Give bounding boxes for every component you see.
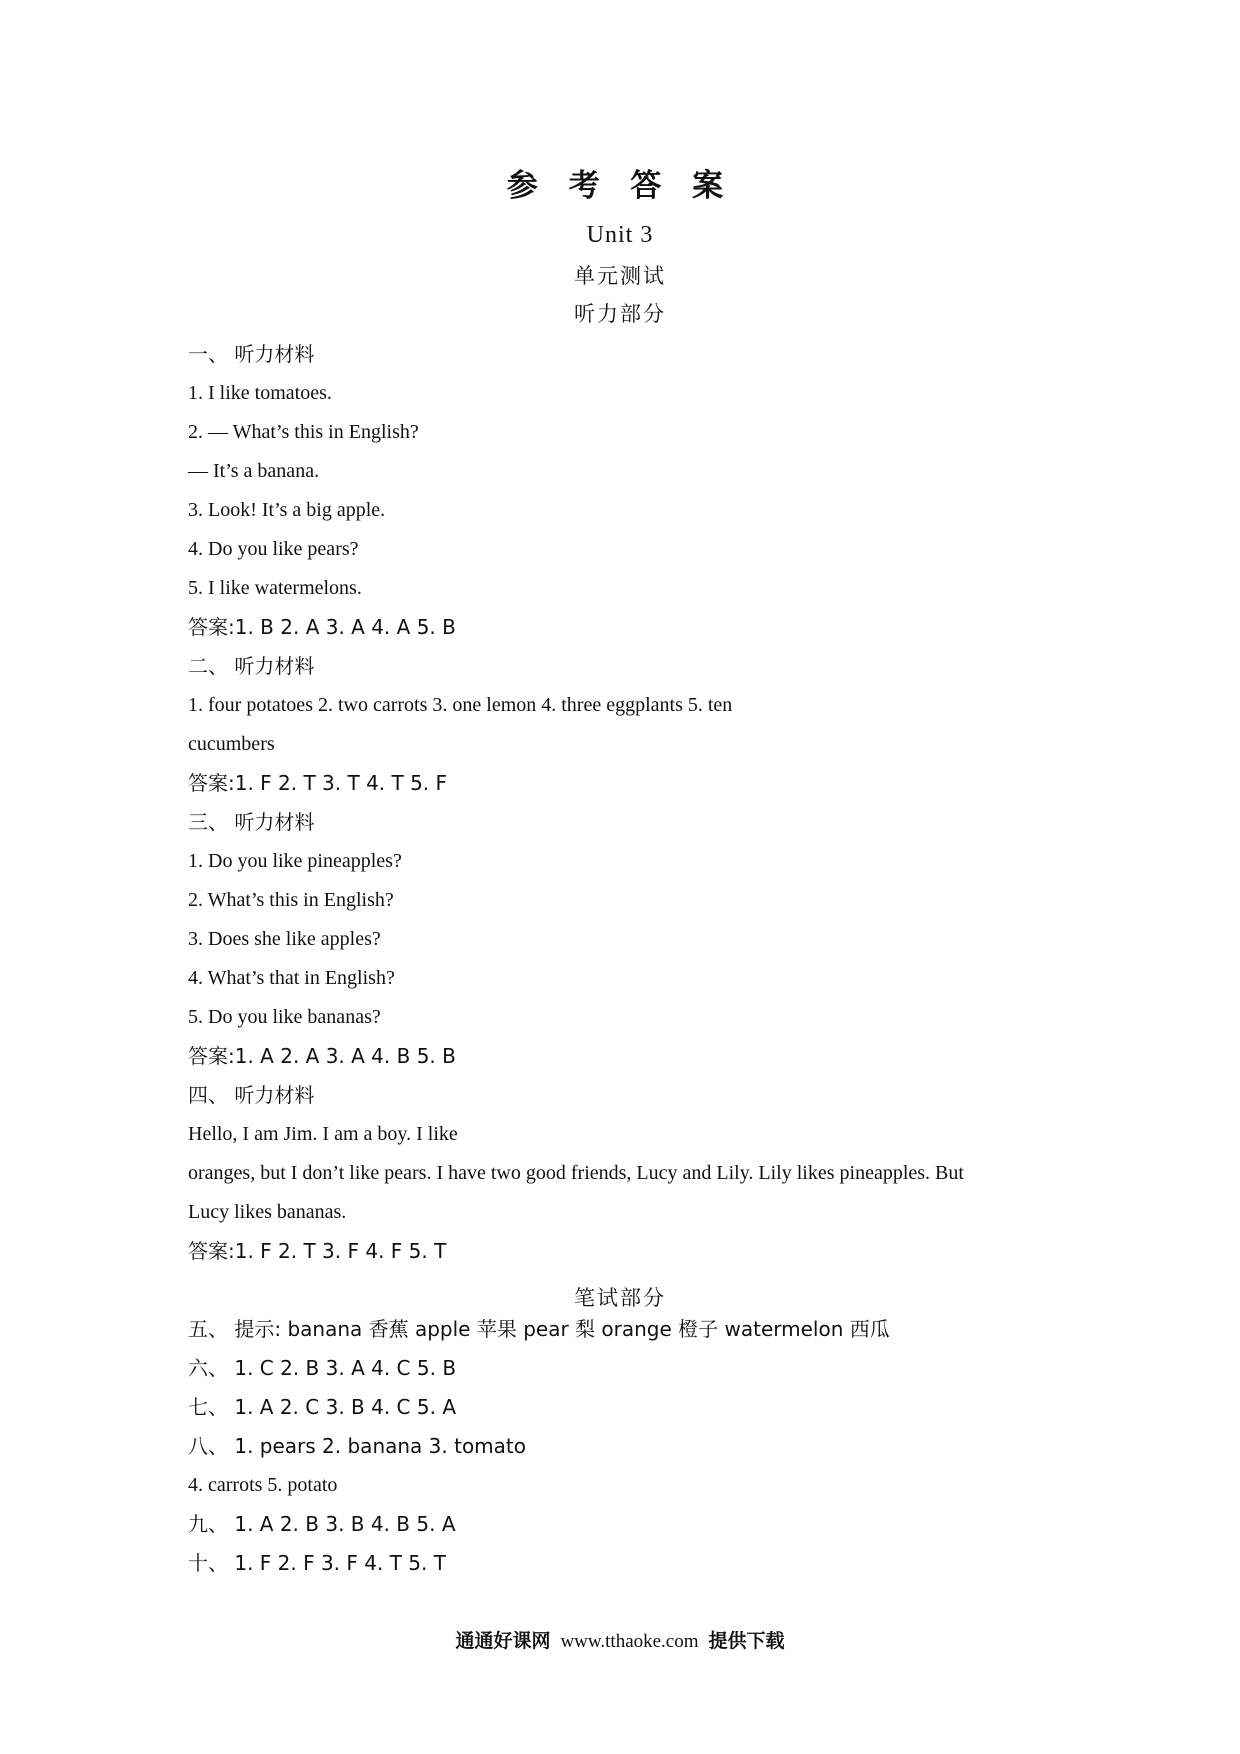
unit-heading: Unit 3 — [586, 222, 654, 248]
answer-line: 答案:1. A 2. A 3. A 4. B 5. B — [188, 1044, 456, 1068]
answer-line: 十、 1. F 2. F 3. F 4. T 5. T — [188, 1551, 446, 1575]
footer-site-name: 通通好课网 — [455, 1630, 551, 1652]
answer-line: — It’s a banana. — [188, 460, 320, 482]
footer-download-text: 提供下载 — [708, 1630, 785, 1652]
answer-line: 2. What’s this in English? — [188, 889, 394, 911]
answer-line: 4. Do you like pears? — [188, 538, 359, 560]
answer-line: 4. What’s that in English? — [188, 967, 395, 989]
answer-line: 八、 1. pears 2. banana 3. tomato — [188, 1434, 526, 1458]
answer-line: 答案:1. B 2. A 3. A 4. A 5. B — [188, 615, 456, 639]
answer-line: 5. Do you like bananas? — [188, 1006, 381, 1028]
answer-line: 九、 1. A 2. B 3. B 4. B 5. A — [188, 1512, 456, 1536]
answer-line: 4. carrots 5. potato — [188, 1474, 338, 1496]
answer-line: 答案:1. F 2. T 3. T 4. T 5. F — [188, 771, 448, 795]
answer-line: 三、 听力材料 — [188, 810, 315, 834]
answer-line: 1. Do you like pineapples? — [188, 850, 402, 872]
answer-line: 2. — What’s this in English? — [188, 421, 419, 443]
answer-line: 3. Does she like apples? — [188, 928, 381, 950]
answer-line: 一、 听力材料 — [188, 342, 315, 366]
answer-line: 1. I like tomatoes. — [188, 382, 332, 404]
answer-line: Lucy likes bananas. — [188, 1201, 347, 1223]
answer-line: 答案:1. F 2. T 3. F 4. F 5. T — [188, 1239, 447, 1263]
section-subtitle-test: 单元测试 — [574, 264, 666, 288]
answer-line: 五、 提示: banana 香蕉 apple 苹果 pear 梨 orange 橙子 watermelon 西瓜 — [188, 1317, 890, 1341]
section-subtitle-listening: 听力部分 — [574, 302, 666, 326]
answer-line: 四、 听力材料 — [188, 1083, 315, 1107]
footer-credit — [0, 1626, 1240, 1653]
answer-line: 1. four potatoes 2. two carrots 3. one lemon 4. three eggplants 5. ten — [188, 694, 733, 716]
section-subtitle-writing: 笔试部分 — [574, 1286, 666, 1310]
page-title: 参 考 答 案 — [506, 168, 734, 204]
answer-line: 3. Look! It’s a big apple. — [188, 499, 386, 521]
answer-line: oranges, but I don’t like pears. I have two good friends, Lucy and Lily. Lily likes pineapples. But — [188, 1162, 964, 1184]
answer-line: cucumbers — [188, 733, 275, 755]
answer-line: 六、 1. C 2. B 3. A 4. C 5. B — [188, 1356, 457, 1380]
answer-line: 5. I like watermelons. — [188, 577, 362, 599]
footer-url[interactable]: www.tthaoke.com — [560, 1631, 699, 1652]
answer-line: 二、 听力材料 — [188, 654, 315, 678]
answer-line: Hello, I am Jim. I am a boy. I like — [188, 1123, 458, 1145]
answer-line: 七、 1. A 2. C 3. B 4. C 5. A — [188, 1395, 456, 1419]
